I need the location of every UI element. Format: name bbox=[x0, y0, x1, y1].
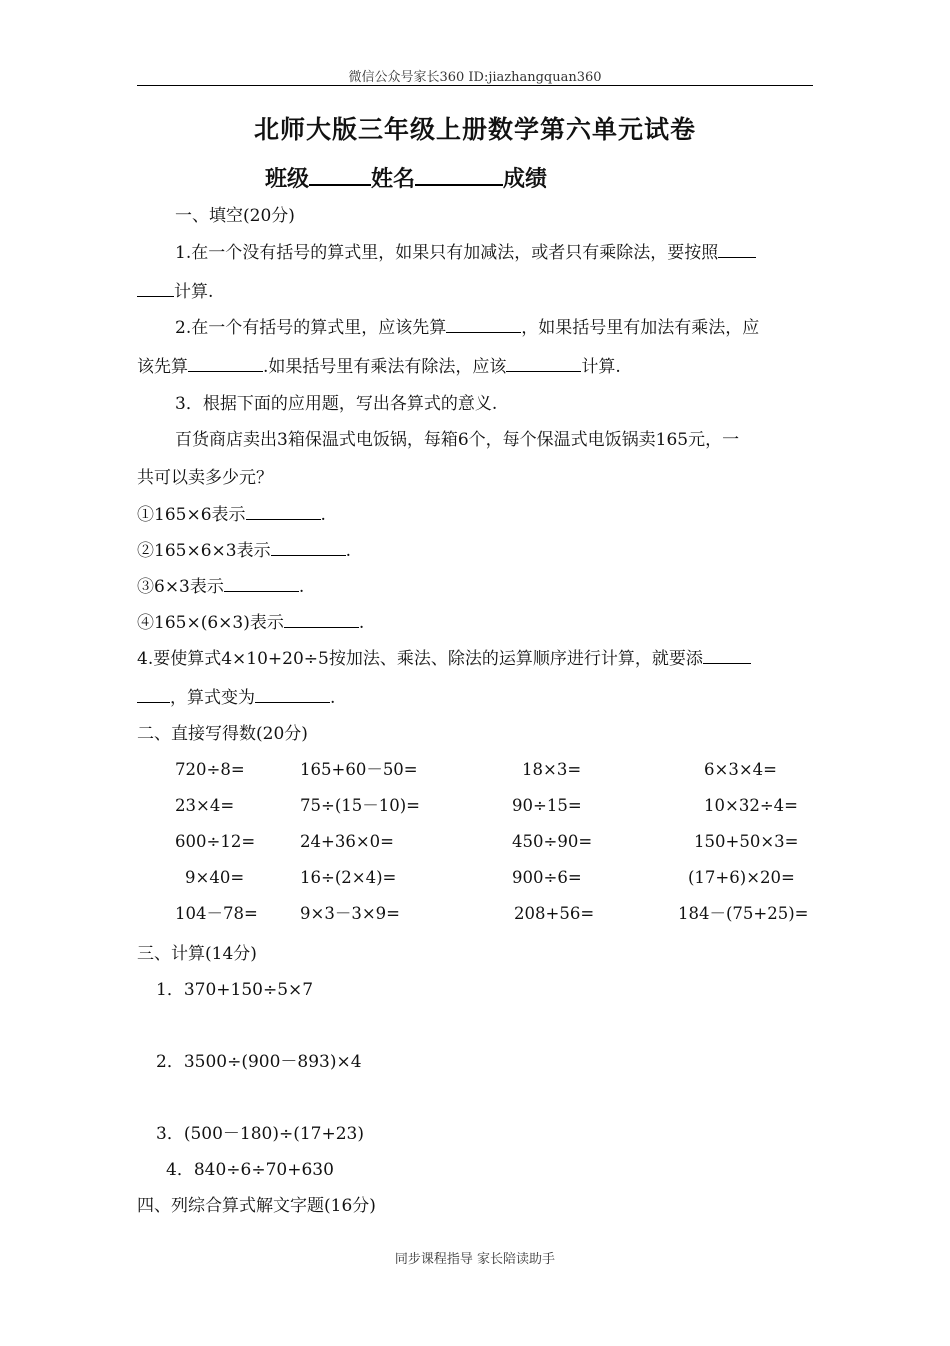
student-info-line bbox=[265, 162, 547, 193]
math-item: 104－78= bbox=[175, 904, 258, 923]
class-blank[interactable] bbox=[309, 164, 371, 186]
q1-line1: 1.在一个没有括号的算式里，如果只有加减法，或者只有乘除法，要按照 bbox=[175, 241, 756, 265]
math-item: 165+60－50= bbox=[300, 760, 418, 779]
calc-item: 2．3500÷(900－893)×4 bbox=[156, 1052, 362, 1072]
math-item: 24+36×0= bbox=[300, 832, 394, 851]
math-item: 208+56= bbox=[514, 904, 595, 923]
q2-line1: 2.在一个有括号的算式里，应该先算 ，如果括号里有加法有乘法，应 bbox=[175, 318, 760, 338]
math-item: 600÷12= bbox=[175, 832, 256, 851]
math-item: 184－(75+25)= bbox=[678, 904, 809, 923]
math-item: 10×32÷4= bbox=[704, 796, 798, 815]
q1-blank-cont[interactable] bbox=[137, 281, 174, 297]
math-item: 18×3= bbox=[522, 760, 582, 779]
q3-item-blank[interactable] bbox=[224, 576, 299, 592]
math-item: 90÷15= bbox=[512, 796, 582, 815]
section1-heading: 一、填空(20分) bbox=[175, 206, 295, 226]
calc-item: 1．370+150÷5×7 bbox=[156, 980, 314, 1000]
math-item: 900÷6= bbox=[512, 868, 582, 887]
page-header: 微信公众号家长360 ID:jiazhangquan360 bbox=[348, 70, 602, 85]
q4-blank1-cont[interactable] bbox=[137, 687, 170, 703]
section3-heading: 三、计算(14分) bbox=[137, 944, 257, 964]
q3-item-blank[interactable] bbox=[271, 540, 346, 556]
q4-blank2[interactable] bbox=[255, 687, 330, 703]
math-item: 75÷(15－10)= bbox=[300, 796, 421, 815]
math-item: 9×3－3×9= bbox=[300, 904, 400, 923]
q3-problem-line1: 百货商店卖出3箱保温式电饭锅，每箱6个，每个保温式电饭锅卖165元，一 bbox=[175, 430, 740, 450]
score-label: 成绩 bbox=[503, 167, 548, 192]
q3-line1: 3．根据下面的应用题，写出各算式的意义. bbox=[175, 394, 498, 414]
q3-item-blank[interactable] bbox=[246, 504, 321, 520]
math-item: 9×40= bbox=[185, 868, 245, 887]
section2-heading: 二、直接写得数(20分) bbox=[137, 724, 308, 744]
math-item: 150+50×3= bbox=[694, 832, 799, 851]
q1-blank[interactable] bbox=[718, 242, 756, 258]
calc-item: 4．840÷6÷70+630 bbox=[166, 1160, 334, 1180]
q3-item: ④165×(6×3)表示 . bbox=[137, 613, 365, 633]
q3-item: ②165×6×3表示 . bbox=[137, 541, 351, 561]
section4-heading: 四、列综合算式解文字题(16分) bbox=[137, 1196, 376, 1216]
math-item: (17+6)×20= bbox=[688, 868, 795, 887]
q4-blank1[interactable] bbox=[703, 648, 751, 664]
q4-line1: 4.要使算式4×10+20÷5按加法、乘法、除法的运算顺序进行计算，就要添 bbox=[137, 647, 751, 671]
q3-item: ③6×3表示 . bbox=[137, 577, 305, 597]
q2-line2: 该先算 .如果括号里有乘法有除法，应该 计算. bbox=[137, 357, 621, 377]
math-item: 720÷8= bbox=[175, 760, 245, 779]
name-blank[interactable] bbox=[415, 164, 503, 186]
page-title: 北师大版三年级上册数学第六单元试卷 bbox=[253, 115, 696, 144]
calc-item: 3．(500－180)÷(17+23) bbox=[156, 1124, 364, 1144]
math-item: 450÷90= bbox=[512, 832, 593, 851]
q3-problem-line2: 共可以卖多少元？ bbox=[137, 468, 273, 488]
math-item: 6×3×4= bbox=[704, 760, 777, 779]
q2-blank1[interactable] bbox=[446, 317, 521, 333]
q4-line2: ，算式变为 . bbox=[137, 686, 335, 710]
q1-line2: 计算. bbox=[137, 280, 213, 304]
class-label: 班级 bbox=[265, 167, 310, 192]
page-footer: 同步课程指导 家长陪读助手 bbox=[394, 1252, 556, 1267]
math-item: 16÷(2×4)= bbox=[300, 868, 397, 887]
header-rule bbox=[137, 85, 813, 86]
q3-item-blank[interactable] bbox=[284, 612, 359, 628]
math-item: 23×4= bbox=[175, 796, 235, 815]
q2-blank2[interactable] bbox=[188, 356, 263, 372]
q3-item: ①165×6表示 . bbox=[137, 505, 326, 525]
q2-blank3[interactable] bbox=[506, 356, 581, 372]
name-label: 姓名 bbox=[371, 167, 416, 192]
